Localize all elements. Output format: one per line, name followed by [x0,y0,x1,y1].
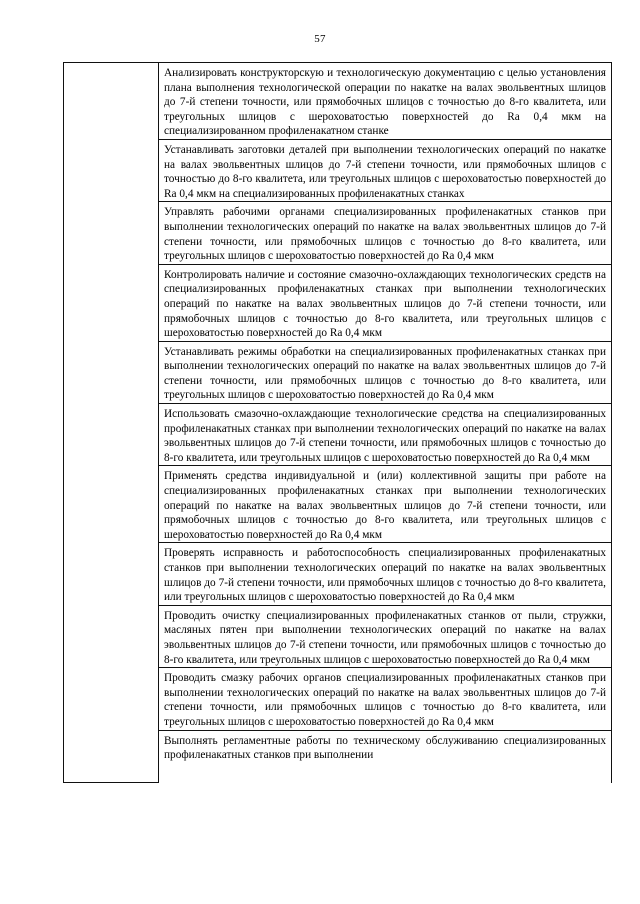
cell-text: Применять средства индивидуальной и (или) коллективной защиты при работе на специализированных профиленакатных станках при выполнении технологических операций по накатке на валах эвольвентных шлицов до 7-й степени точности, или прямобочных шлицов с точностью до 8-го квалитета, или треугольных шлицов с шероховатостью поверхностей до Ra 0,4 мкм [164,470,606,541]
skills-table [63,62,612,783]
table-cell [159,63,612,140]
table-cell [159,730,612,783]
cell-text: Использовать смазочно-охлаждающие технологические средства на специализированных профиленакатных станках при выполнении технологических операций по накатке на валах эвольвентных шлицов до 7-й степени точности, или прямобочных шлицов с точностью до 8-го квалитета, или треугольных шлицов с шероховатостью поверхностей до Ra 0,4 мкм [164,408,606,464]
cell-text: Проводить смазку рабочих органов специализированных профиленакатных станков при выполнении технологических операций по накатке на валах эвольвентных шлицов до 7-й степени точности, или прямобочных шлицов с точностью до 8-го квалитета, или треугольных шлицов с шероховатостью поверхностей до Ra 0,4 мкм [164,672,606,728]
table-cell [159,139,612,201]
cell-text: Устанавливать заготовки деталей при выполнении технологических операций по накатке на валах эвольвентных шлицов до 7-й степени точности, или прямобочных шлицов с точностью до 8-го квалитета, или треугольных шлицов с шероховатостью поверхностей до Ra 0,4 мкм на специализированных профиленакатных станках [164,143,606,200]
cell-text: Контролировать наличие и состояние смазочно-охлаждающих технологических средств на специализированных профиленакатных станках при выполнении технологических операций по накатке на валах эвольвентных шлицов до 7-й степени точности, или прямобочных шлицов с точностью до 8-го квалитета, или треугольных шлицов с шероховатостью поверхностей до Ra 0,4 мкм [164,268,606,340]
table-cell [159,404,612,466]
cell-text: Устанавливать режимы обработки на специализированных профиленакатных станках при выполнении технологических операций по накатке на валах эвольвентных шлицов до 7-й степени точности, или прямобочных шлицов с точностью до 8-го квалитета, или треугольных шлицов с шероховатостью поверхностей до Ra 0,4 мкм [164,345,606,402]
cell-text: Анализировать конструкторскую и технологическую документацию с целью установления плана выполнения технологической операции по накатке на валах эвольвентных шлицов до 7-й степени точности, или прямобочных шлицов с точностью до 8-го квалитета, или треугольных шлицов с шероховатостью поверхностей до Ra 0,4 мкм на специализированном профиленакатном станке [164,67,606,138]
table-cell [159,543,612,605]
left-column-cell [64,63,159,783]
table-cell [159,466,612,543]
cell-text: Управлять рабочими органами специализированных профиленакатных станков при выполнении технологических операций по накатке на валах эвольвентных шлицов до 7-й степени точности, или прямобочных шлицов с точностью до 8-го квалитета, или треугольных шлицов с шероховатостью поверхностей до Ra 0,4 мкм [164,206,606,263]
page-number: 57 [314,33,326,45]
cell-text: Выполнять регламентные работы по техническому обслуживанию специализированных профиленакатных станков при выполнении [164,734,606,762]
cell-text: Проводить очистку специализированных профиленакатных станков от пыли, стружки, масляных пятен при выполнении технологических операций по накатке на валах эвольвентных шлицов до 7-й степени точности, или прямобочных шлицов с точностью до 8-го квалитета, или треугольных шлицов с шероховатостью поверхностей до Ra 0,4 мкм [164,609,606,666]
table-cell [159,264,612,341]
table-cell [159,605,612,667]
table-row [64,63,612,140]
table-cell [159,202,612,264]
cell-text: Проверять исправность и работоспособность специализированных профиленакатных станков при выполнении технологических операций по накатке на валах эвольвентных шлицов до 7-й степени точности, или прямобочных шлицов с точностью до 8-го квалитета, или треугольных шлицов с шероховатостью поверхностей до Ra 0,4 мкм [164,547,606,604]
table-cell [159,668,612,730]
table-cell [159,341,612,403]
